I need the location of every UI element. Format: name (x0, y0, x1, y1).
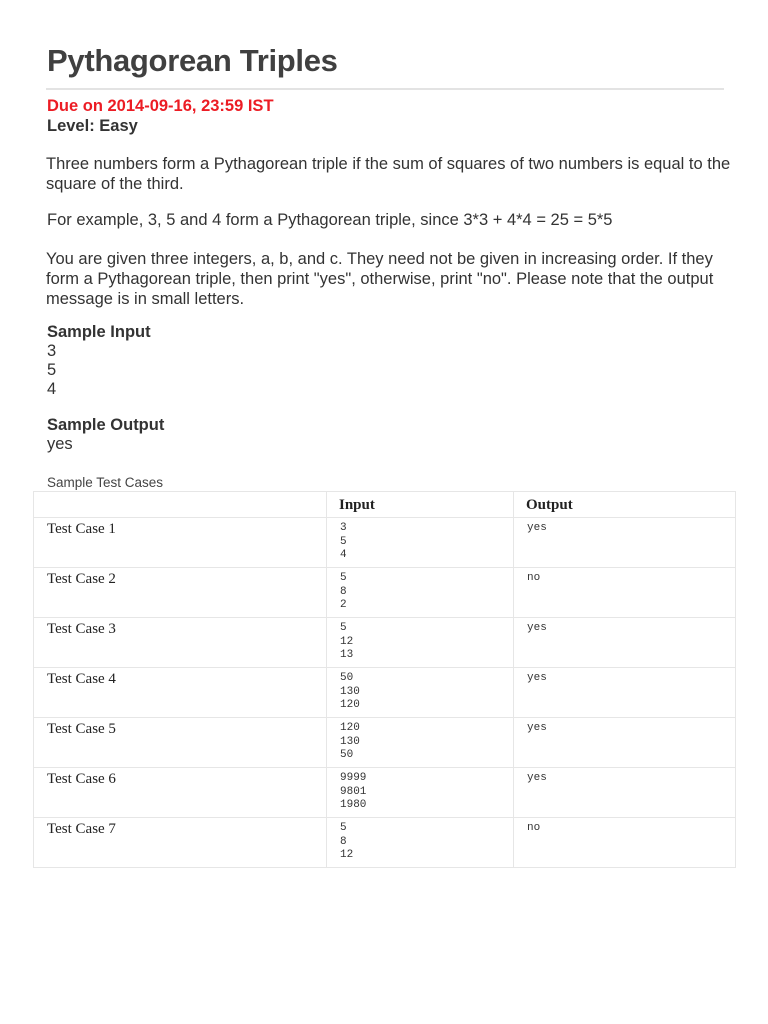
description-paragraph: Three numbers form a Pythagorean triple if the sum of squares of two numbers is equal to the square of the third. (46, 155, 731, 193)
column-header-output: Output (514, 492, 736, 518)
test-case-name: Test Case 6 (34, 768, 327, 818)
test-case-output: yes (514, 768, 736, 818)
due-date: Due on 2014-09-16, 23:59 IST (47, 97, 274, 115)
column-header-case (34, 492, 327, 518)
test-case-input (327, 618, 514, 668)
sample-output-heading: Sample Output (47, 416, 165, 434)
test-case-input (327, 718, 514, 768)
test-case-input-line: 4 (340, 549, 347, 561)
test-case-input (327, 518, 514, 568)
difficulty-level: Level: Easy (47, 117, 138, 135)
sample-output-line: yes (47, 435, 73, 453)
test-case-output: yes (514, 668, 736, 718)
test-case-input (327, 568, 514, 618)
test-case-output: no (514, 568, 736, 618)
test-case-input-line: 13 (340, 649, 354, 661)
test-case-input-line: 9999 (340, 772, 367, 784)
test-case-input-line: 9801 (340, 785, 367, 798)
test-case-input-line: 1980 (340, 799, 367, 811)
table-row (34, 618, 736, 668)
sample-input-heading: Sample Input (47, 323, 151, 341)
test-case-input-line: 50 (340, 672, 354, 684)
column-header-input: Input (327, 492, 514, 518)
task-paragraph: You are given three integers, a, b, and c. They need not be given in increasing order. If they form a Pythagorean triple, then print "yes", otherwise, print "no". Please note that the output message is in small letters. (46, 250, 714, 308)
sample-input-line: 3 (47, 342, 57, 360)
table-header-row (34, 492, 736, 518)
test-cases-caption: Sample Test Cases (47, 475, 164, 490)
table-row (34, 518, 736, 568)
test-case-input-line: 50 (340, 749, 354, 761)
test-case-name: Test Case 2 (34, 568, 327, 618)
test-case-output: yes (514, 518, 736, 568)
page-title: Pythagorean Triples (47, 43, 338, 78)
test-case-input-line: 130 (340, 685, 360, 698)
table-row (34, 668, 736, 718)
test-case-output: yes (514, 618, 736, 668)
test-case-input-line: 12 (340, 635, 354, 648)
test-case-input-line: 12 (340, 849, 354, 861)
test-case-input-line: 2 (340, 599, 347, 611)
test-case-input-line: 8 (340, 585, 347, 598)
test-case-output: no (514, 818, 736, 868)
example-paragraph: For example, 3, 5 and 4 form a Pythagorean triple, since 3*3 + 4*4 = 25 = 5*5 (47, 211, 613, 229)
test-case-input-line: 120 (340, 699, 360, 711)
test-case-input (327, 768, 514, 818)
title-divider (46, 88, 724, 90)
test-case-input-line: 8 (340, 835, 347, 848)
test-case-input (327, 818, 514, 868)
test-case-output: yes (514, 718, 736, 768)
sample-input-line: 5 (47, 361, 57, 379)
test-case-input-line: 3 (340, 522, 347, 534)
test-case-name: Test Case 1 (34, 518, 327, 568)
test-case-input-line: 5 (340, 572, 347, 584)
test-case-name: Test Case 5 (34, 718, 327, 768)
test-case-input-line: 5 (340, 535, 347, 548)
test-case-input-line: 120 (340, 722, 360, 734)
table-row (34, 768, 736, 818)
sample-input-block (47, 342, 56, 399)
test-case-input-line: 130 (340, 735, 360, 748)
test-case-name: Test Case 3 (34, 618, 327, 668)
test-cases-body (34, 518, 736, 868)
test-case-input-line: 5 (340, 622, 347, 634)
test-case-input (327, 668, 514, 718)
table-row (34, 818, 736, 868)
sample-input-line: 4 (47, 380, 57, 398)
table-row (34, 718, 736, 768)
test-case-name: Test Case 7 (34, 818, 327, 868)
table-row (34, 568, 736, 618)
test-case-input-line: 5 (340, 822, 347, 834)
test-cases-table (33, 491, 736, 868)
sample-output-block (47, 435, 73, 454)
test-case-name: Test Case 4 (34, 668, 327, 718)
